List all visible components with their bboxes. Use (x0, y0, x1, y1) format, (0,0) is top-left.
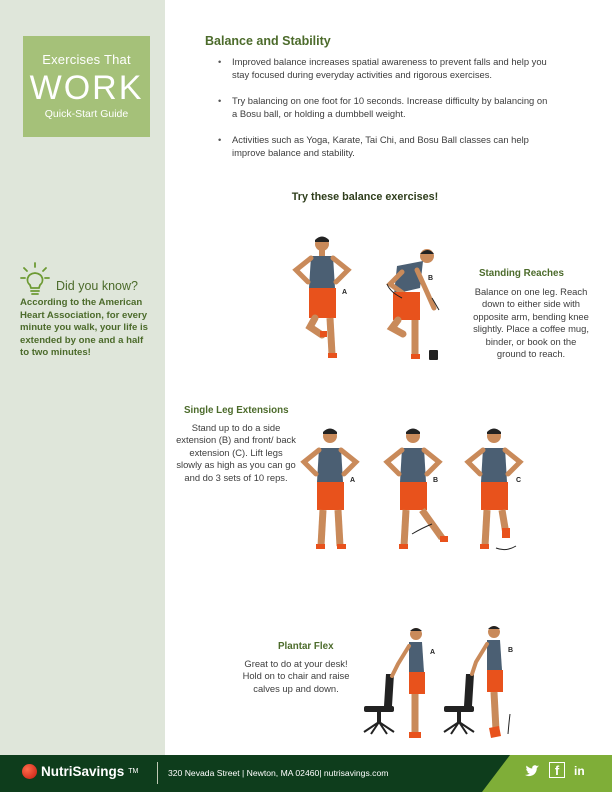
exercises-subheading: Try these balance exercises! (291, 191, 439, 203)
logo-line-3: Quick-Start Guide (44, 108, 129, 120)
plantar-flex-illustration (358, 622, 528, 744)
bullet-item: • Activities such as Yoga, Karate, Tai Chi, and Bosu Ball classes can help improve balance and stability. (218, 133, 548, 159)
did-you-know-text: According to the American Heart Association, for every minute you walk, your life is extended by one and a half to two minutes! (20, 297, 148, 358)
standing-reaches-text: Balance on one leg. Reach down to either side with opposite arm, bending knee slightly. Place a coffee mug, binder, or book on the ground to reach. (473, 286, 589, 360)
did-you-know-title: Did you know? (56, 279, 138, 293)
section-title: Balance and Stability (205, 34, 331, 48)
single-leg-title: Single Leg Extensions (184, 405, 289, 416)
label-a: A (342, 289, 348, 296)
twitter-icon[interactable] (524, 763, 540, 779)
linkedin-icon[interactable]: in (574, 764, 585, 778)
logo-line-2: WORK (29, 69, 144, 107)
figure-b (387, 249, 439, 360)
standing-reaches-illustration (282, 232, 452, 367)
guide-logo (23, 36, 150, 137)
single-leg-illustration (294, 424, 534, 554)
bullet-item: • Try balancing on one foot for 10 seconds. Increase difficulty by balancing on a Bosu ball, or holding a dumbbell weight. (218, 94, 548, 120)
label-c: C (516, 477, 522, 484)
footer-address: 320 Nevada Street | Newton, MA 02460| nutrisavings.com (168, 768, 389, 778)
footer-divider (157, 762, 158, 784)
standing-reaches-title: Standing Reaches (479, 268, 564, 279)
label-a: A (430, 649, 436, 656)
label-a: A (350, 477, 356, 484)
did-you-know-box (20, 262, 152, 360)
nutrisavings-logo[interactable] (22, 764, 138, 779)
figure-c (468, 429, 521, 550)
brand-name: NutriSavings (41, 764, 125, 779)
label-b: B (508, 647, 514, 654)
figure-b (444, 626, 513, 738)
lightbulb-icon (20, 262, 50, 296)
figure-a (364, 628, 435, 738)
plantar-flex-title: Plantar Flex (278, 641, 334, 652)
bullet-list (218, 55, 548, 172)
plantar-flex-text: Great to do at your desk! Hold on to chair and raise calves up and down. (242, 658, 350, 694)
single-leg-text: Stand up to do a side extension (B) and front/ back extension (C). Lift legs slowly as high as you can go and do 3 sets of 10 reps. (176, 422, 296, 483)
label-b: B (428, 275, 434, 282)
sidebar (0, 0, 165, 755)
figure-a (296, 237, 348, 359)
trademark: TM (128, 768, 139, 775)
logo-line-1: Exercises That (42, 52, 131, 67)
brand-dot-icon (22, 764, 37, 779)
label-b: B (433, 477, 439, 484)
facebook-icon[interactable]: f (549, 762, 565, 778)
figure-a (304, 429, 356, 550)
bullet-item: • Improved balance increases spatial awareness to prevent falls and help you stay focused during everyday activities and rigorous exercises. (218, 55, 548, 81)
figure-b (387, 429, 448, 550)
